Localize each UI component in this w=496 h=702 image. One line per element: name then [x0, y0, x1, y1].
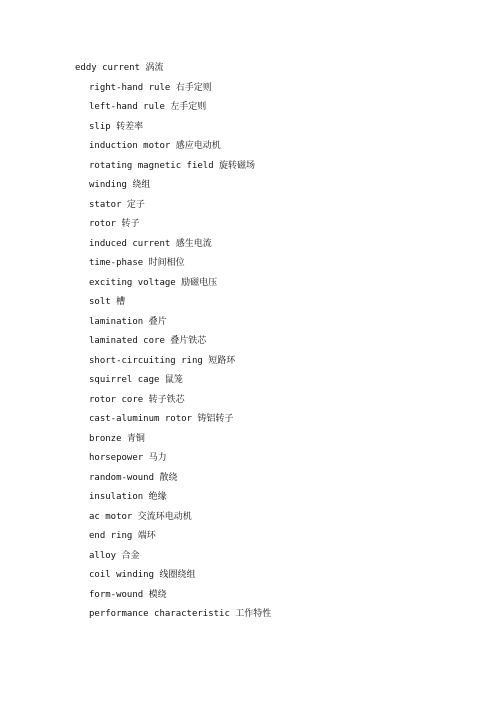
glossary-entry: time-phase 时间相位	[89, 258, 185, 268]
glossary-entry: slip 转差率	[89, 121, 144, 132]
glossary-entry: lamination 叠片	[89, 316, 167, 327]
glossary-entry: short-circuiting ring 短路环	[89, 355, 236, 366]
glossary-entry: rotating magnetic field 旋转磁场	[89, 160, 256, 171]
glossary-entry: induced current 感生电流	[89, 238, 212, 249]
glossary-entry: stator 定子	[89, 199, 145, 210]
glossary-entry: random-wound 散绕	[89, 472, 178, 483]
glossary-entry: insulation 绝缘	[89, 492, 167, 502]
glossary-entry: right-hand rule 右手定则	[89, 82, 212, 93]
glossary-entry: end ring 端环	[89, 531, 156, 541]
glossary-entry: winding 绕组	[89, 180, 151, 190]
glossary-entry: exciting voltage 励磁电压	[89, 277, 218, 288]
glossary-list	[75, 64, 271, 630]
glossary-entry: laminated core 叠片铁芯	[89, 336, 207, 346]
glossary-entry: rotor core 转子铁芯	[89, 394, 185, 405]
glossary-entry: solt 槽	[89, 297, 126, 307]
glossary-entry: performance characteristic 工作特性	[89, 609, 272, 619]
glossary-entry: coil winding 线圈绕组	[89, 570, 196, 580]
glossary-entry: alloy 合金	[89, 550, 140, 561]
glossary-entry: ac motor 交流环电动机	[89, 511, 192, 522]
glossary-entry: eddy current 涡流	[75, 63, 164, 73]
glossary-entry: cast-aluminum rotor 铸铝转子	[89, 414, 234, 424]
glossary-entry: form-wound 模绕	[89, 589, 167, 600]
glossary-entry: horsepower 马力	[89, 453, 167, 463]
glossary-entry: induction motor 感应电动机	[89, 141, 221, 151]
glossary-entry: rotor 转子	[89, 219, 140, 229]
glossary-entry: bronze 青铜	[89, 433, 145, 444]
glossary-entry: squirrel cage 鼠笼	[89, 375, 183, 385]
glossary-entry: left-hand rule 左手定则	[89, 102, 207, 112]
